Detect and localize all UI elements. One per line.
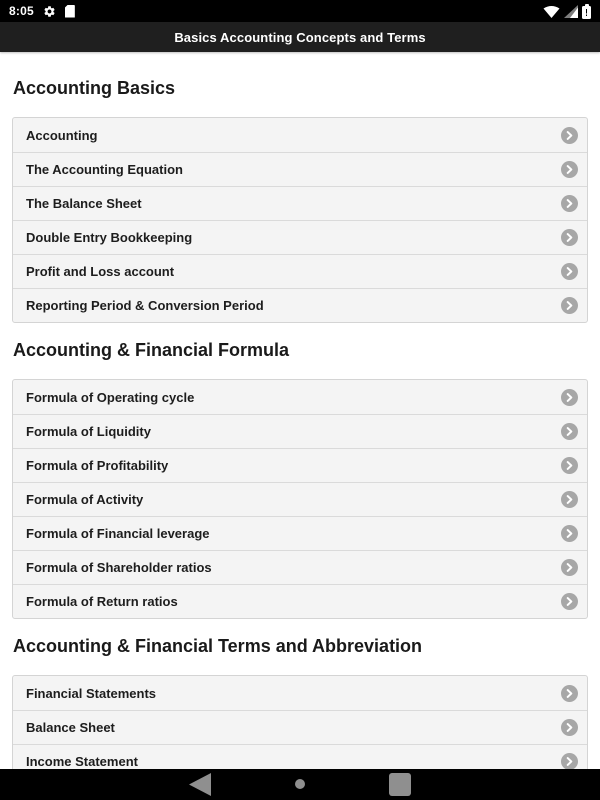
chevron-right-icon [561,457,578,474]
section-heading: Accounting & Financial Terms and Abbreviation [13,636,423,656]
list-item[interactable] [13,584,587,618]
list-item[interactable] [13,516,587,550]
cell-signal-icon [564,5,578,18]
list-item-label: Income Statement [26,754,138,769]
chevron-right-icon [561,161,578,178]
list-card [12,379,588,619]
list-item-label: Formula of Financial leverage [26,526,210,541]
list-item[interactable] [13,288,587,322]
chevron-right-icon [561,127,578,144]
chevron-right-icon [561,685,578,702]
list-item[interactable] [13,550,587,584]
list-item[interactable] [13,254,587,288]
list-item-label: Formula of Shareholder ratios [26,560,212,575]
wifi-icon [543,5,560,18]
navigation-bar [0,769,600,800]
list-item-label: Accounting [26,127,98,143]
chevron-right-icon [561,753,578,770]
list-item[interactable] [13,118,587,152]
list-item-label: Financial Statements [26,685,157,701]
list-item-label: Formula of Liquidity [26,424,151,439]
chevron-right-icon [561,559,578,576]
list-card [12,117,588,323]
app-bar [0,22,600,52]
list-item-label: The Accounting Equation [26,162,183,177]
list-item-label: Double Entry Bookkeeping [26,230,193,245]
section-heading: Accounting & Financial Formula [13,340,290,360]
list-item[interactable] [13,710,587,744]
chevron-right-icon [561,229,578,246]
section-heading: Accounting Basics [13,78,176,98]
list-item-label: Formula of Activity [26,492,144,507]
list-item[interactable] [13,676,587,710]
chevron-right-icon [561,593,578,610]
list-item[interactable] [13,186,587,220]
status-bar [0,0,600,22]
list-item[interactable] [13,152,587,186]
battery-icon [582,4,591,19]
app-title: Basics Accounting Concepts and Terms [174,29,426,45]
settings-gear-icon [43,5,56,18]
list-item-label: The Balance Sheet [26,196,142,211]
list-item-label: Formula of Operating cycle [26,389,195,405]
chevron-right-icon [561,491,578,508]
content [0,76,600,779]
back-icon[interactable] [189,773,211,796]
sim-card-icon [65,5,75,18]
chevron-right-icon [561,297,578,314]
chevron-right-icon [561,389,578,406]
list-card [12,675,588,779]
recents-icon[interactable] [389,773,411,796]
list-item[interactable] [13,414,587,448]
list-item-label: Balance Sheet [26,720,115,735]
chevron-right-icon [561,195,578,212]
list-item-label: Reporting Period & Conversion Period [26,298,264,313]
status-time: 8:05 [9,4,34,18]
home-icon[interactable] [295,779,305,789]
list-item-label: Formula of Profitability [26,458,169,473]
chevron-right-icon [561,525,578,542]
list-item-label: Formula of Return ratios [26,594,178,609]
list-item[interactable] [13,380,587,414]
chevron-right-icon [561,263,578,280]
list-item-label: Profit and Loss account [26,264,175,279]
list-item[interactable] [13,482,587,516]
list-item[interactable] [13,220,587,254]
chevron-right-icon [561,719,578,736]
chevron-right-icon [561,423,578,440]
list-item[interactable] [13,448,587,482]
